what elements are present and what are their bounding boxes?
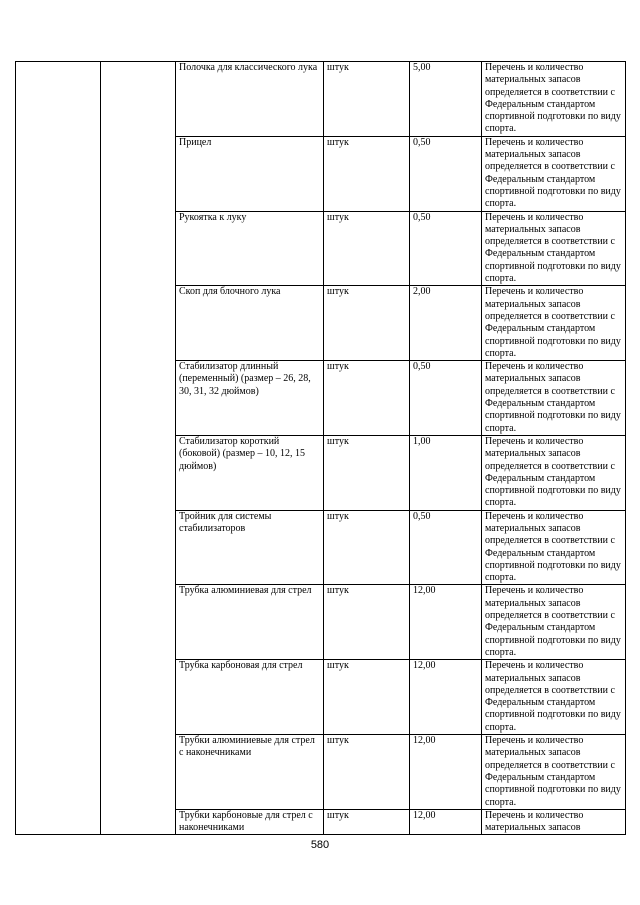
note-cell: Перечень и количество материальных запасов определяется в соответствии с Федеральным стандартом спортивной подготовки по виду спорта.	[482, 735, 626, 810]
unit-cell: штук	[324, 585, 410, 660]
note-cell: Перечень и количество материальных запасов определяется в соответствии с Федеральным стандартом спортивной подготовки по виду спорта.	[482, 211, 626, 286]
note-cell: Перечень и количество материальных запасов определяется в соответствии с Федеральным стандартом спортивной подготовки по виду спорта.	[482, 510, 626, 585]
unit-cell: штук	[324, 735, 410, 810]
page-number: 580	[310, 839, 330, 851]
item-name-cell: Тройник для системы стабилизаторов	[176, 510, 324, 585]
note-cell: Перечень и количество материальных запасов определяется в соответствии с Федеральным стандартом спортивной подготовки по виду спорта.	[482, 660, 626, 735]
quantity-cell: 0,50	[410, 361, 482, 436]
quantity-cell: 12,00	[410, 660, 482, 735]
quantity-cell: 1,00	[410, 435, 482, 510]
item-name-cell: Полочка для классического лука	[176, 62, 324, 137]
item-name-cell: Скоп для блочного лука	[176, 286, 324, 361]
note-cell: Перечень и количество материальных запасов определяется в соответствии с Федеральным стандартом спортивной подготовки по виду спорта.	[482, 286, 626, 361]
item-name-cell: Трубка карбоновая для стрел	[176, 660, 324, 735]
note-cell: Перечень и количество материальных запасов	[482, 809, 626, 835]
table-row	[16, 62, 626, 137]
unit-cell: штук	[324, 660, 410, 735]
item-name-cell: Рукоятка к луку	[176, 211, 324, 286]
materials-table	[15, 61, 626, 835]
note-cell: Перечень и количество материальных запасов определяется в соответствии с Федеральным стандартом спортивной подготовки по виду спорта.	[482, 435, 626, 510]
note-cell: Перечень и количество материальных запасов определяется в соответствии с Федеральным стандартом спортивной подготовки по виду спорта.	[482, 585, 626, 660]
merged-empty-cell-1	[16, 62, 101, 835]
quantity-cell: 12,00	[410, 585, 482, 660]
quantity-cell: 2,00	[410, 286, 482, 361]
item-name-cell: Трубки карбоновые для стрел с наконечниками	[176, 809, 324, 835]
unit-cell: штук	[324, 136, 410, 211]
materials-table-body	[16, 62, 626, 835]
unit-cell: штук	[324, 286, 410, 361]
quantity-cell: 0,50	[410, 211, 482, 286]
quantity-cell: 12,00	[410, 809, 482, 835]
quantity-cell: 5,00	[410, 62, 482, 137]
note-cell: Перечень и количество материальных запасов определяется в соответствии с Федеральным стандартом спортивной подготовки по виду спорта.	[482, 361, 626, 436]
unit-cell: штук	[324, 211, 410, 286]
item-name-cell: Стабилизатор короткий (боковой) (размер – 10, 12, 15 дюймов)	[176, 435, 324, 510]
unit-cell: штук	[324, 435, 410, 510]
quantity-cell: 0,50	[410, 510, 482, 585]
unit-cell: штук	[324, 809, 410, 835]
note-cell: Перечень и количество материальных запасов определяется в соответствии с Федеральным стандартом спортивной подготовки по виду спорта.	[482, 136, 626, 211]
unit-cell: штук	[324, 361, 410, 436]
merged-empty-cell-2	[101, 62, 176, 835]
quantity-cell: 0,50	[410, 136, 482, 211]
unit-cell: штук	[324, 510, 410, 585]
quantity-cell: 12,00	[410, 735, 482, 810]
item-name-cell: Стабилизатор длинный (переменный) (размер – 26, 28, 30, 31, 32 дюймов)	[176, 361, 324, 436]
item-name-cell: Трубка алюминиевая для стрел	[176, 585, 324, 660]
note-cell: Перечень и количество материальных запасов определяется в соответствии с Федеральным стандартом спортивной подготовки по виду спорта.	[482, 62, 626, 137]
unit-cell: штук	[324, 62, 410, 137]
item-name-cell: Трубки алюминиевые для стрел с наконечниками	[176, 735, 324, 810]
item-name-cell: Прицел	[176, 136, 324, 211]
